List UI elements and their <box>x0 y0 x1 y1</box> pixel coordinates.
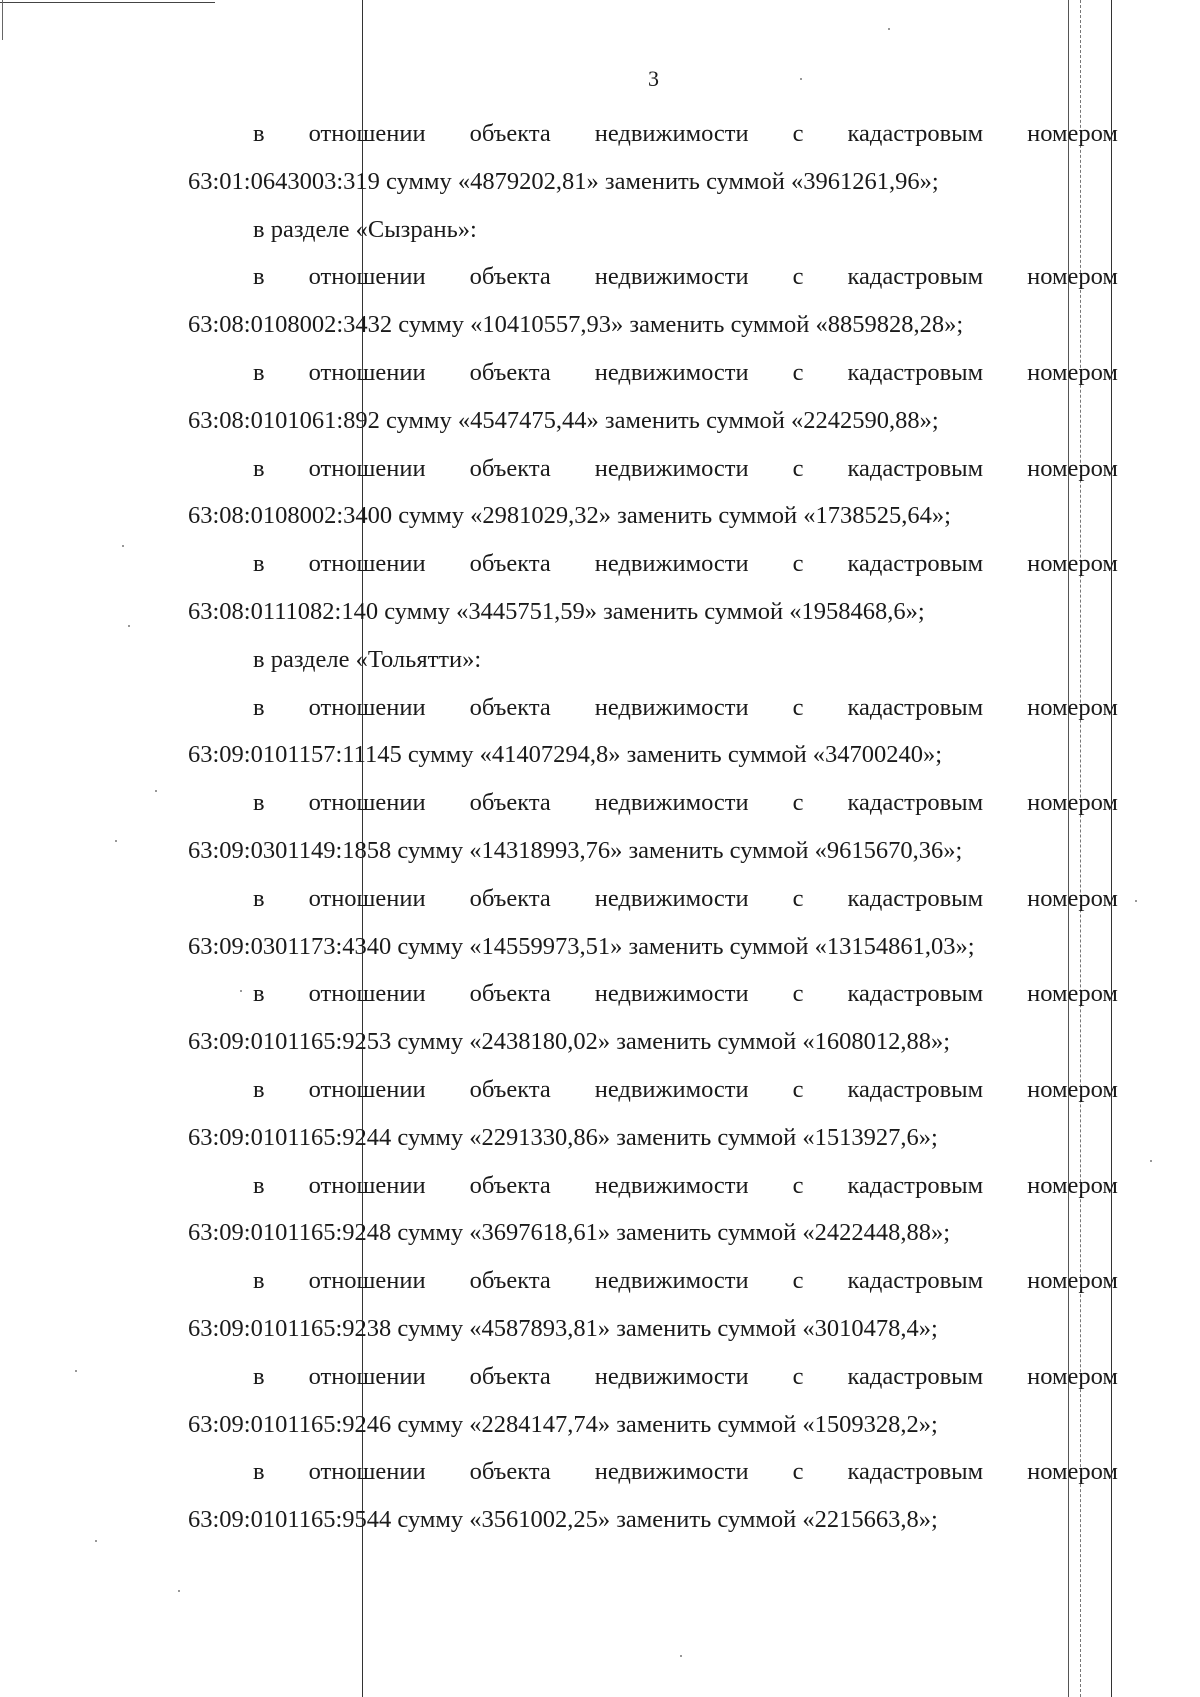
lead-line <box>188 684 1118 732</box>
lead-word: в <box>253 1267 265 1295</box>
scan-speck <box>122 545 124 547</box>
lead-word: в <box>253 1171 265 1199</box>
lead-word: недвижимости <box>594 1075 749 1103</box>
lead-word: объекта <box>469 358 551 386</box>
lead-word: объекта <box>469 789 551 817</box>
lead-word: отношении <box>308 120 426 147</box>
lead-word: кадастровым <box>847 980 984 1008</box>
lead-line <box>188 349 1118 397</box>
lead-word: с <box>792 1171 804 1199</box>
lead-word: недвижимости <box>594 789 749 817</box>
section-heading: в разделе «Сызрань»: <box>253 215 477 243</box>
amendment-line: 63:09:0101165:9544 сумму «3561002,25» заменить суммой «2215663,8»; <box>188 1506 938 1534</box>
page-number: 3 <box>648 66 659 91</box>
lead-word: недвижимости <box>594 120 749 147</box>
amendment-line: 63:09:0101165:9238 сумму «4587893,81» заменить суммой «3010478,4»; <box>188 1314 938 1342</box>
lead-word: кадастровым <box>847 1267 984 1295</box>
lead-word: номером <box>1027 1362 1118 1390</box>
lead-word: недвижимости <box>594 454 749 482</box>
lead-word: объекта <box>469 1075 551 1103</box>
lead-word: кадастровым <box>847 1171 984 1199</box>
scan-edge-top <box>0 2 215 3</box>
scan-speck <box>680 1655 682 1657</box>
lead-line <box>188 1353 1118 1401</box>
lead-line <box>188 1257 1118 1305</box>
lead-word: с <box>792 454 804 482</box>
lead-word: отношении <box>308 1171 426 1199</box>
lead-word: в <box>253 884 265 912</box>
lead-word: с <box>792 263 804 291</box>
scan-speck <box>800 78 802 80</box>
lead-word: кадастровым <box>847 358 984 386</box>
lead-word: недвижимости <box>594 263 749 291</box>
lead-word: недвижимости <box>594 1171 749 1199</box>
lead-word: в <box>253 454 265 482</box>
lead-word: недвижимости <box>594 693 749 721</box>
lead-line <box>188 253 1118 301</box>
lead-word: номером <box>1027 1171 1118 1199</box>
scan-speck <box>128 625 130 627</box>
lead-word: объекта <box>469 1267 551 1295</box>
section-heading: в разделе «Тольятти»: <box>253 645 482 673</box>
lead-word: объекта <box>469 1362 551 1390</box>
scan-speck <box>155 790 157 792</box>
amendment-line: 63:09:0101165:9244 сумму «2291330,86» заменить суммой «1513927,6»; <box>188 1123 938 1151</box>
lead-word: отношении <box>308 693 426 721</box>
lead-word: отношении <box>308 1362 426 1390</box>
lead-word: объекта <box>469 1171 551 1199</box>
lead-word: номером <box>1027 358 1118 386</box>
lead-line <box>188 1448 1118 1496</box>
scan-speck <box>115 840 117 842</box>
lead-word: объекта <box>469 980 551 1008</box>
lead-word: в <box>253 263 265 291</box>
lead-word: объекта <box>469 263 551 291</box>
lead-word: в <box>253 550 265 578</box>
lead-word: недвижимости <box>594 884 749 912</box>
lead-word: в <box>253 693 265 721</box>
lead-word: в <box>253 1362 265 1390</box>
lead-word: отношении <box>308 884 426 912</box>
lead-word: номером <box>1027 120 1118 147</box>
scan-edge-left <box>2 0 3 40</box>
lead-word: объекта <box>469 884 551 912</box>
lead-word: отношении <box>308 550 426 578</box>
lead-word: недвижимости <box>594 1362 749 1390</box>
lead-word: недвижимости <box>594 1267 749 1295</box>
lead-line <box>188 445 1118 493</box>
scan-speck <box>178 1590 180 1592</box>
lead-word: недвижимости <box>594 980 749 1008</box>
amendment-line: 63:09:0101157:11145 сумму «41407294,8» заменить суммой «34700240»; <box>188 741 943 769</box>
lead-word: в <box>253 789 265 817</box>
lead-word: с <box>792 358 804 386</box>
lead-word: в <box>253 1075 265 1103</box>
lead-word: номером <box>1027 789 1118 817</box>
lead-word: с <box>792 693 804 721</box>
scan-speck <box>95 1540 97 1542</box>
lead-word: объекта <box>469 1458 551 1486</box>
amendment-line: 63:08:0111082:140 сумму «3445751,59» заменить суммой «1958468,6»; <box>188 597 925 625</box>
lead-word: с <box>792 789 804 817</box>
lead-word: номером <box>1027 1458 1118 1486</box>
lead-word: кадастровым <box>847 789 984 817</box>
lead-word: отношении <box>308 454 426 482</box>
lead-word: кадастровым <box>847 120 984 147</box>
lead-word: отношении <box>308 980 426 1008</box>
lead-word: с <box>792 980 804 1008</box>
amendment-line: 63:09:0101165:9253 сумму «2438180,02» заменить суммой «1608012,88»; <box>188 1028 951 1056</box>
amendment-line: 63:08:0108002:3432 сумму «10410557,93» заменить суммой «8859828,28»; <box>188 311 964 339</box>
lead-word: объекта <box>469 120 551 147</box>
lead-word: с <box>792 120 804 147</box>
lead-word: кадастровым <box>847 1458 984 1486</box>
lead-word: номером <box>1027 1267 1118 1295</box>
scan-speck <box>1150 1160 1152 1162</box>
lead-word: кадастровым <box>847 454 984 482</box>
lead-line <box>188 970 1118 1018</box>
lead-word: отношении <box>308 1458 426 1486</box>
lead-line <box>188 1162 1118 1210</box>
lead-word: номером <box>1027 454 1118 482</box>
lead-word: объекта <box>469 454 551 482</box>
lead-word: с <box>792 884 804 912</box>
amendment-line: 63:01:0643003:319 сумму «4879202,81» заменить суммой «3961261,96»; <box>188 167 939 195</box>
lead-word: с <box>792 1075 804 1103</box>
lead-word: с <box>792 550 804 578</box>
lead-word: отношении <box>308 263 426 291</box>
lead-line <box>188 1066 1118 1114</box>
lead-word: кадастровым <box>847 884 984 912</box>
lead-word: номером <box>1027 263 1118 291</box>
amendment-line: 63:08:0101061:892 сумму «4547475,44» заменить суммой «2242590,88»; <box>188 406 939 434</box>
lead-word: кадастровым <box>847 263 984 291</box>
lead-word: с <box>792 1362 804 1390</box>
lead-word: номером <box>1027 884 1118 912</box>
lead-word: номером <box>1027 980 1118 1008</box>
lead-word: отношении <box>308 358 426 386</box>
lead-word: недвижимости <box>594 358 749 386</box>
scan-speck <box>1135 900 1137 902</box>
lead-word: недвижимости <box>594 1458 749 1486</box>
lead-word: в <box>253 120 265 147</box>
lead-word: номером <box>1027 550 1118 578</box>
lead-word: кадастровым <box>847 1075 984 1103</box>
lead-word: недвижимости <box>594 550 749 578</box>
lead-word: в <box>253 1458 265 1486</box>
amendment-line: 63:08:0108002:3400 сумму «2981029,32» заменить суммой «1738525,64»; <box>188 502 951 530</box>
lead-word: объекта <box>469 693 551 721</box>
document-body <box>188 110 1118 1544</box>
lead-word: отношении <box>308 1075 426 1103</box>
lead-word: кадастровым <box>847 550 984 578</box>
lead-line <box>188 779 1118 827</box>
lead-word: номером <box>1027 693 1118 721</box>
amendment-line: 63:09:0301173:4340 сумму «14559973,51» заменить суммой «13154861,03»; <box>188 932 975 960</box>
lead-line <box>188 540 1118 588</box>
lead-word: кадастровым <box>847 693 984 721</box>
amendment-line: 63:09:0301149:1858 сумму «14318993,76» заменить суммой «9615670,36»; <box>188 836 963 864</box>
lead-word: отношении <box>308 789 426 817</box>
lead-line <box>188 875 1118 923</box>
scan-speck <box>888 28 890 30</box>
lead-word: в <box>253 358 265 386</box>
lead-line <box>188 110 1118 158</box>
lead-word: кадастровым <box>847 1362 984 1390</box>
amendment-line: 63:09:0101165:9248 сумму «3697618,61» заменить суммой «2422448,88»; <box>188 1219 951 1247</box>
amendment-line: 63:09:0101165:9246 сумму «2284147,74» заменить суммой «1509328,2»; <box>188 1410 938 1438</box>
lead-word: с <box>792 1267 804 1295</box>
scan-speck <box>75 1370 77 1372</box>
lead-word: отношении <box>308 1267 426 1295</box>
lead-word: номером <box>1027 1075 1118 1103</box>
lead-word: объекта <box>469 550 551 578</box>
lead-word: в <box>253 980 265 1008</box>
lead-word: с <box>792 1458 804 1486</box>
